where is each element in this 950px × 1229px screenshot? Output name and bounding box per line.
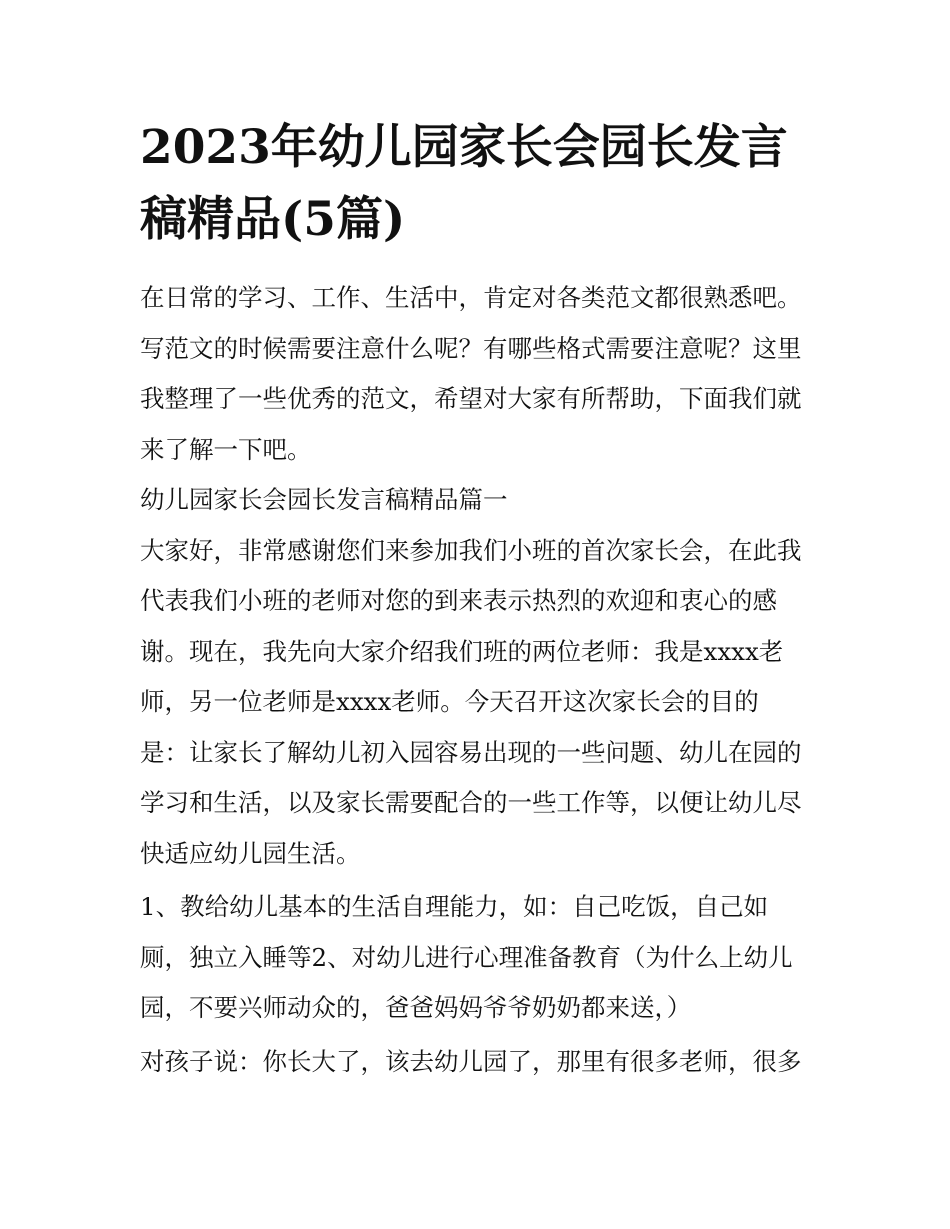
text-line: 对孩子说：你长大了，该去幼儿园了，那里有很多老师，很多 — [140, 1046, 802, 1076]
title-line-2: 稿精品(5篇) — [140, 192, 406, 247]
section-heading — [140, 475, 820, 526]
text-line: 师，另一位老师是xxxx老师。今天召开这次家长会的目的 — [140, 687, 759, 716]
text-line: 园，不要兴师动众的，爸爸妈妈爷爷奶奶都来送，） — [140, 993, 692, 1022]
document-page — [140, 112, 820, 1087]
text-line: 代表我们小班的老师对您的到来表示热烈的欢迎和衷心的感 — [140, 586, 777, 615]
document-body — [140, 273, 820, 1087]
text-line: 谢。现在，我先向大家介绍我们班的两位老师：我是xxxx老 — [140, 636, 784, 666]
text-line: 写范文的时候需要注意什么呢？有哪些格式需要注意呢？这里 — [140, 333, 802, 363]
intro-paragraph — [140, 273, 820, 475]
closing-paragraph — [140, 1037, 820, 1088]
speech-paragraph — [140, 526, 820, 880]
text-line: 学习和生活，以及家长需要配合的一些工作等，以便让幼儿尽 — [140, 788, 802, 817]
text-line: 幼儿园家长会园长发言稿精品篇一 — [140, 485, 508, 514]
text-line: 大家好，非常感谢您们来参加我们小班的首次家长会，在此我 — [140, 535, 802, 565]
text-line: 厕，独立入睡等2、对幼儿进行心理准备教育（为什么上幼儿 — [140, 942, 793, 972]
text-line: 我整理了一些优秀的范文，希望对大家有所帮助，下面我们就 — [140, 384, 802, 413]
text-line: 是：让家长了解幼儿初入园容易出现的一些问题、幼儿在园的 — [140, 737, 802, 767]
text-line: 快适应幼儿园生活。 — [140, 838, 361, 868]
list-paragraph — [140, 882, 820, 1034]
document-title — [140, 112, 820, 256]
text-line: 1、教给幼儿基本的生活自理能力，如：自己吃饭，自己如 — [140, 892, 769, 921]
title-line-1: 2023年幼儿园家长会园长发言 — [140, 120, 788, 175]
text-line: 在日常的学习、工作、生活中，肯定对各类范文都很熟悉吧。 — [140, 283, 802, 312]
text-line: 来了解一下吧。 — [140, 434, 312, 464]
